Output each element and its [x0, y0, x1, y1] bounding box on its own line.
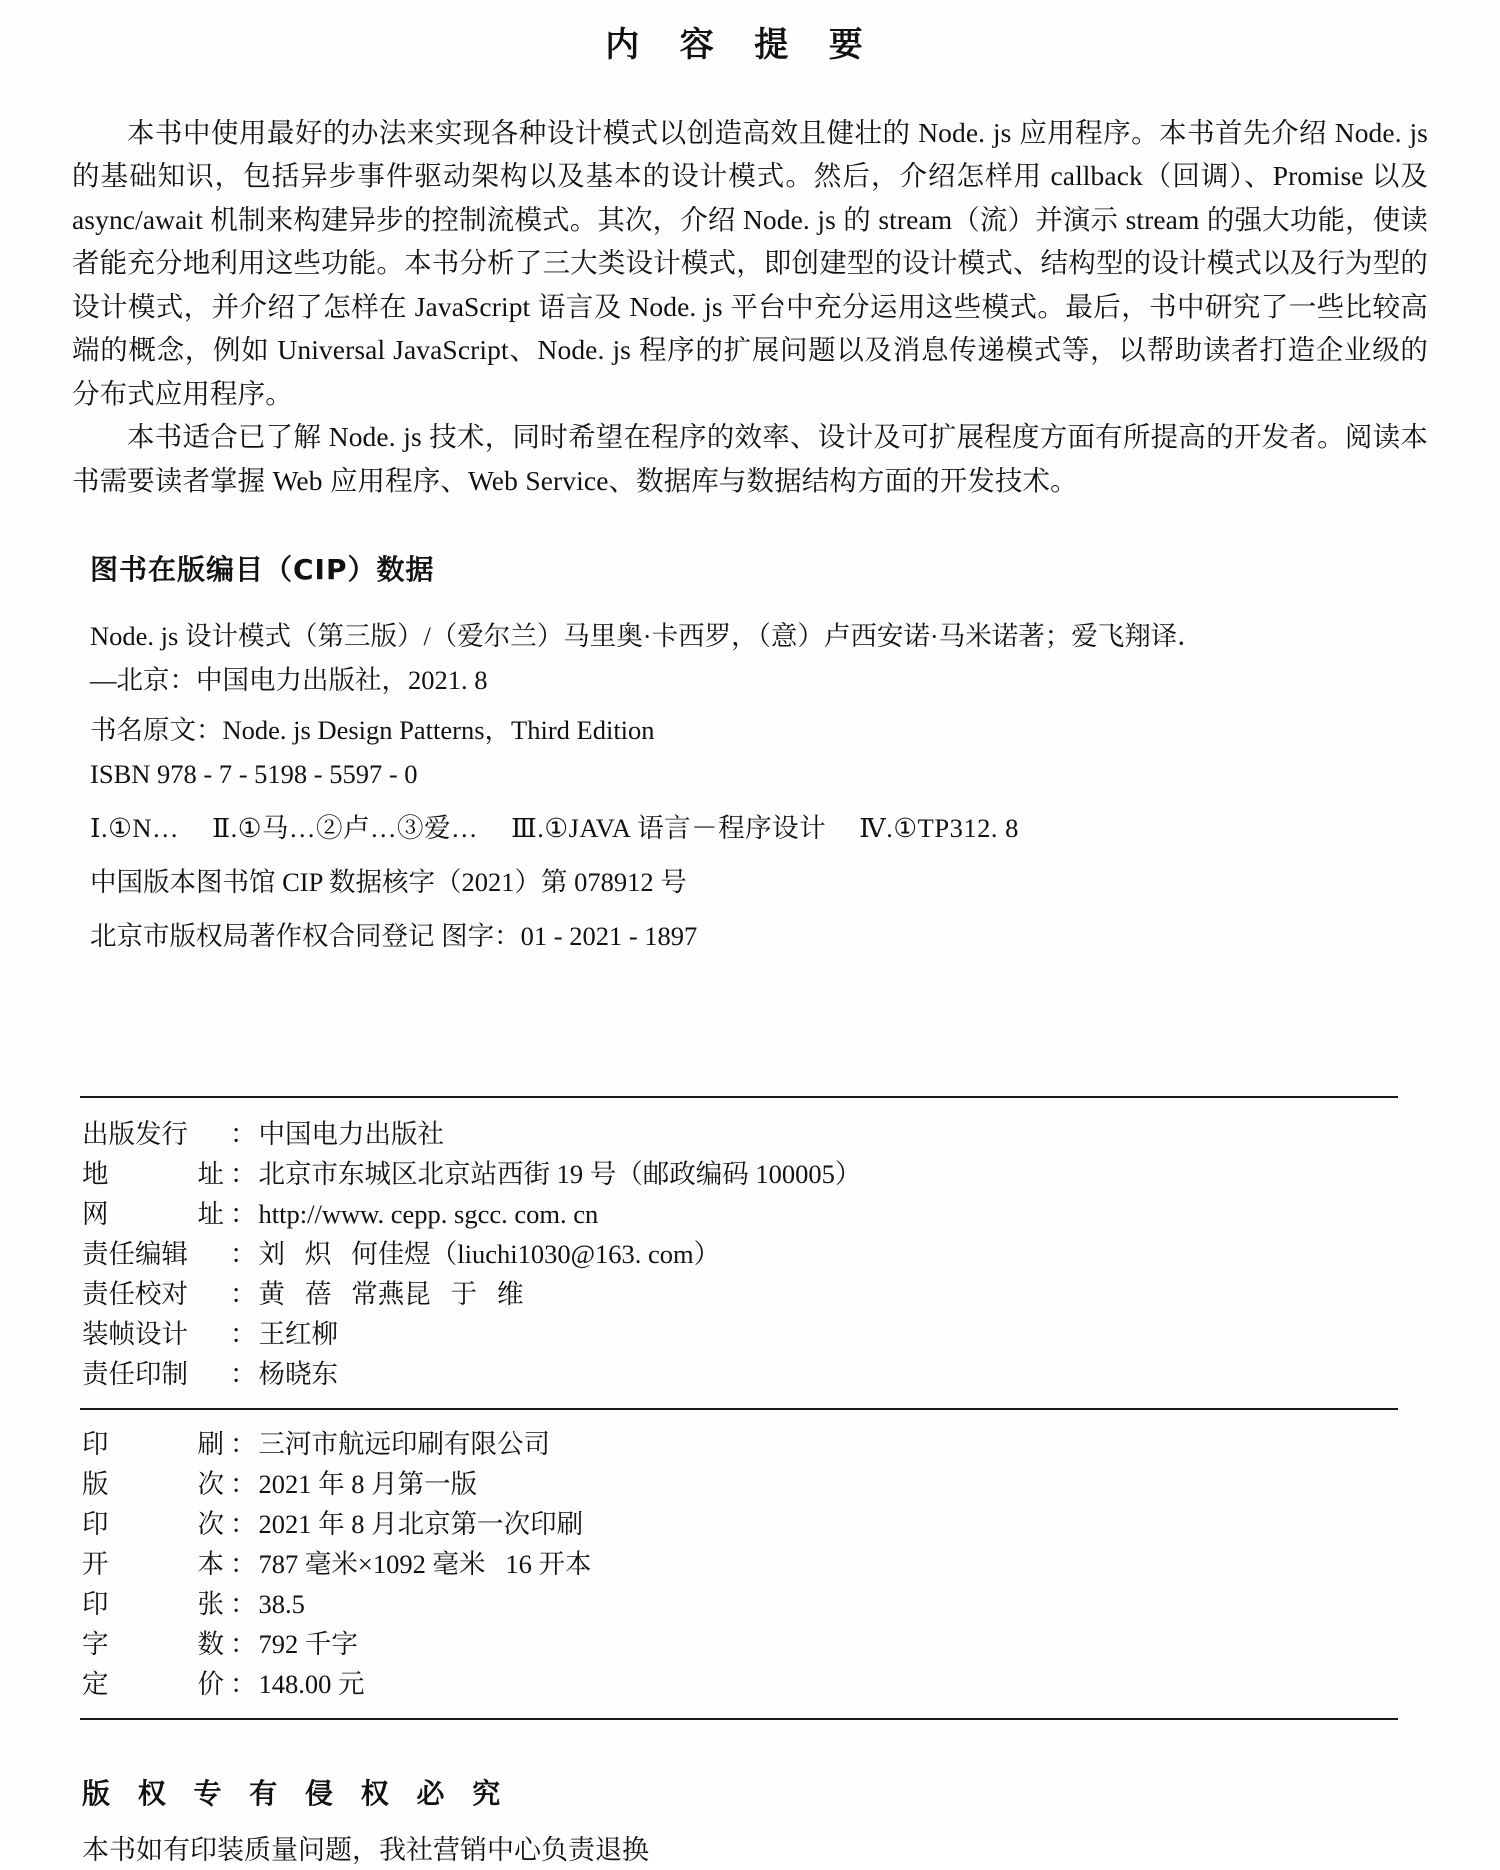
- imprint-top-colon: ：: [230, 1319, 257, 1350]
- cip-title-statement-line-1: Node. js 设计模式（第三版）/（爱尔兰）马里奥·卡西罗，（意）卢西安诺·马米诺著；爱飞翔译．: [90, 621, 1204, 652]
- imprint-bottom-colon: ：: [230, 1629, 257, 1660]
- cip-classification-part-4: Ⅳ.①TP312. 8: [859, 813, 1019, 844]
- imprint-bottom-row: [82, 1424, 1428, 1464]
- imprint-top-label: 责任校对: [82, 1279, 188, 1310]
- imprint-bottom-value: 38.5: [258, 1589, 305, 1620]
- cip-classification-part-3: Ⅲ.①JAVA 语言－程序设计: [511, 813, 827, 844]
- imprint-top-row: [82, 1154, 1428, 1194]
- imprint-bottom-colon: ：: [230, 1509, 257, 1540]
- divider-top: [80, 1096, 1398, 1098]
- cip-classification-part-1: Ⅰ.①N…: [90, 813, 179, 844]
- imprint-bottom-label: 字 数: [82, 1629, 224, 1660]
- imprint-top-label: 出版发行: [82, 1119, 188, 1150]
- imprint-top-row: [82, 1354, 1428, 1394]
- imprint-top-row: [82, 1314, 1428, 1354]
- imprint-bottom-value: 148.00 元: [258, 1669, 365, 1700]
- cip-block: [90, 614, 1428, 958]
- cip-isbn: ISBN 978 - 7 - 5198 - 5597 - 0: [90, 759, 418, 790]
- imprint-top-value: 中国电力出版社: [258, 1119, 444, 1150]
- cip-heading: 图书在版编目（CIP）数据: [90, 553, 435, 587]
- imprint-bottom-value: 792 千字: [258, 1629, 358, 1660]
- imprint-block-top: [82, 1114, 1428, 1394]
- copyright-notice-title: 版 权 专 有 侵 权 必 究: [82, 1777, 510, 1811]
- page-title: 内 容 提 要: [605, 27, 879, 64]
- imprint-bottom-label: 印 次: [82, 1509, 224, 1540]
- imprint-bottom-value: 2021 年 8 月北京第一次印刷: [258, 1509, 584, 1540]
- imprint-bottom-value: 787 毫米×1092 毫米 16 开本: [258, 1549, 592, 1580]
- abstract-paragraph-1: 本书中使用最好的办法来实现各种设计模式以创造高效且健壮的 Node. js 应用程序。本书首先介绍 Node. js 的基础知识，包括异步事件驱动架构以及基本的设计模式。然后，介绍怎样用 callback（回调）、Promise 以及 async/await 机制来构建异步的控制流模式。其次，介绍 Node. js 的 stream（流）并演示 stream 的强大功能，使读者能充分地利用这些功能。本书分析了三大类设计模式，即创建型的设计模式、结构型的设计模式以及行为型的设计模式，并介绍了怎样在 JavaScript 语言及 Node. js 平台中充分运用这些模式。最后，书中研究了一些比较高端的概念，例如 Universal JavaScript、Node. js 程序的扩展问题以及消息传递模式等，以帮助读者打造企业级的分布式应用程序。: [72, 116, 1428, 409]
- imprint-top-colon: ：: [230, 1239, 257, 1270]
- imprint-bottom-row: [82, 1544, 1428, 1584]
- imprint-top-value: 黄 蓓 常燕昆 于 维: [258, 1279, 524, 1310]
- imprint-top-value: 刘 炽 何佳煜（liuchi1030@163. com）: [258, 1239, 721, 1270]
- spacer: [90, 904, 1428, 914]
- imprint-top-label: 地 址: [82, 1159, 224, 1190]
- imprint-top-row: [82, 1114, 1428, 1154]
- imprint-top-value: 北京市东城区北京站西街 19 号（邮政编码 100005）: [258, 1159, 862, 1190]
- cip-title-statement: [90, 614, 1428, 702]
- imprint-bottom-label: 印 张: [82, 1589, 224, 1620]
- divider-bottom: [80, 1718, 1398, 1720]
- cip-classification: [90, 806, 1428, 850]
- copyright-registration: 北京市版权局著作权合同登记 图字：01 - 2021 - 1897: [90, 921, 698, 952]
- imprint-top-colon: ：: [230, 1119, 257, 1150]
- cip-title-statement-line-2: —北京：中国电力出版社，2021. 8: [90, 665, 488, 696]
- abstract-paragraph-2: 本书适合已了解 Node. js 技术，同时希望在程序的效率、设计及可扩展程度方面有所提高的开发者。阅读本书需要读者掌握 Web 应用程序、Web Service、数据库与数据结构方面的开发技术。: [72, 421, 1428, 496]
- imprint-top-colon: ：: [230, 1359, 257, 1390]
- imprint-bottom-label: 印 刷: [82, 1429, 224, 1460]
- imprint-bottom-row: [82, 1624, 1428, 1664]
- imprint-top-label: 网 址: [82, 1199, 224, 1230]
- imprint-top-colon: ：: [230, 1159, 257, 1190]
- imprint-bottom-row: [82, 1504, 1428, 1544]
- imprint-bottom-colon: ：: [230, 1549, 257, 1580]
- imprint-bottom-colon: ：: [230, 1589, 257, 1620]
- imprint-top-colon: ：: [230, 1199, 257, 1230]
- imprint-block-bottom: [82, 1424, 1428, 1704]
- imprint-top-value: 杨晓东: [258, 1359, 338, 1390]
- imprint-bottom-row: [82, 1664, 1428, 1704]
- page-content: [72, 26, 1428, 1870]
- imprint-top-row: [82, 1274, 1428, 1314]
- imprint-bottom-value: 2021 年 8 月第一版: [258, 1469, 478, 1500]
- cip-original-title: 书名原文：Node. js Design Patterns，Third Edition: [90, 715, 655, 746]
- imprint-top-label: 责任编辑: [82, 1239, 188, 1270]
- copyright-notice-text: 本书如有印装质量问题，我社营销中心负责退换: [82, 1835, 649, 1866]
- spacer: [90, 796, 1428, 806]
- cip-classification-part-2: Ⅱ.①马…②卢…③爱…: [212, 813, 479, 844]
- footer-block: [82, 1772, 1428, 1870]
- imprint-top-row: [82, 1194, 1428, 1234]
- imprint-bottom-label: 定 价: [82, 1669, 224, 1700]
- imprint-bottom-value: 三河市航远印刷有限公司: [258, 1429, 550, 1460]
- imprint-bottom-label: 开 本: [82, 1549, 224, 1580]
- imprint-top-label: 装帧设计: [82, 1319, 188, 1350]
- imprint-bottom-colon: ：: [230, 1669, 257, 1700]
- imprint-top-value: 王红柳: [258, 1319, 338, 1350]
- abstract-block: [72, 111, 1428, 503]
- imprint-bottom-colon: ：: [230, 1469, 257, 1500]
- imprint-top-row: [82, 1234, 1428, 1274]
- cip-number: 中国版本图书馆 CIP 数据核字（2021）第 078912 号: [90, 867, 687, 898]
- imprint-bottom-row: [82, 1584, 1428, 1624]
- imprint-top-label: 责任印制: [82, 1359, 188, 1390]
- imprint-bottom-colon: ：: [230, 1429, 257, 1460]
- imprint-bottom-row: [82, 1464, 1428, 1504]
- imprint-top-value: http://www. cepp. sgcc. com. cn: [258, 1199, 599, 1230]
- divider-middle: [80, 1408, 1398, 1410]
- spacer: [90, 850, 1428, 860]
- imprint-top-colon: ：: [230, 1279, 257, 1310]
- imprint-bottom-label: 版 次: [82, 1469, 224, 1500]
